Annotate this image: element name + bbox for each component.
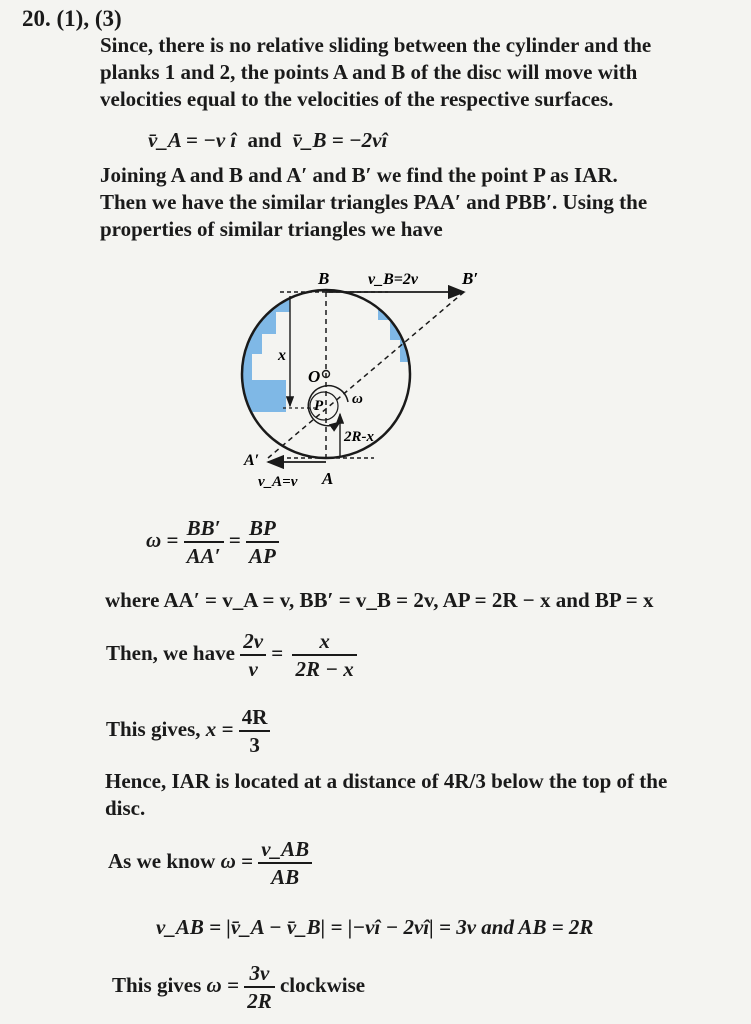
text-line: Then we have the similar triangles PAA′ and PBB′. Using the <box>100 190 648 214</box>
then-equation <box>106 628 357 682</box>
label-P: P <box>314 398 324 414</box>
fraction-denominator: 2R − x <box>295 657 354 681</box>
fraction-denominator: 2R <box>247 989 272 1013</box>
text-line: disc. <box>105 796 146 820</box>
where-definitions-line: where AA′ = v_A = v, BB′ = v_B = 2v, AP = 2R − x and BP = x <box>105 588 654 612</box>
equals-sign: = <box>228 527 241 552</box>
fraction-bp-ap <box>246 515 279 569</box>
fraction-numerator: 3v <box>244 960 275 988</box>
omega-lhs: ω = <box>146 527 179 552</box>
fraction-3v-2R <box>244 960 275 1014</box>
fraction-denominator: AP <box>249 544 276 568</box>
fraction-denominator: AA′ <box>186 544 221 568</box>
fraction-denominator: v <box>248 657 258 681</box>
rotation-direction: clockwise <box>279 972 366 997</box>
label-O: O <box>308 367 321 386</box>
fraction-numerator: 2v <box>240 628 266 656</box>
label-2R-minus-x: 2R-x <box>344 429 374 445</box>
disc-shading <box>238 292 418 412</box>
fraction-numerator: 4R <box>239 704 271 732</box>
velocity-a-equation: v̄_A = −v î <box>148 128 237 152</box>
label-A: A <box>322 469 334 488</box>
explanation-paragraph-2 <box>100 162 720 243</box>
x-lhs: x = <box>205 716 234 741</box>
text-line: velocities equal to the velocities of the respective surfaces. <box>100 87 614 111</box>
relative-velocity-line: v_AB = |v̄_A − v̄_B| = |−vî − 2vî| = 3v and AB = 2R <box>156 915 594 939</box>
fraction-denominator: AB <box>271 865 300 889</box>
answer-options: (1), (3) <box>56 6 122 31</box>
fraction-numerator: BB′ <box>184 515 224 543</box>
fraction-numerator: BP <box>246 515 279 543</box>
fraction-numerator: v_AB <box>258 836 312 864</box>
omega-lhs: ω = <box>206 972 239 997</box>
and-word: and <box>247 128 282 152</box>
label-x: x <box>278 347 286 364</box>
omega-ratio-equation <box>146 515 279 569</box>
know-prefix: As we know <box>108 848 216 873</box>
label-omega: ω <box>352 391 363 407</box>
then-prefix: Then, we have <box>106 640 235 665</box>
gives-prefix: This gives, <box>106 716 201 741</box>
question-number: 20. <box>22 6 51 31</box>
text-line: Joining A and B and A′ and B′ we find the point P as IAR. <box>100 163 618 187</box>
x-result-equation <box>106 704 270 758</box>
question-header <box>22 6 122 32</box>
label-A-prime: A′ <box>244 452 260 469</box>
label-B-prime: B′ <box>462 269 479 288</box>
gives-prefix: This gives <box>112 972 202 997</box>
text-line: Since, there is no relative sliding between the cylinder and the <box>100 33 652 57</box>
fraction-bb-aa <box>184 515 224 569</box>
fraction-4R-3 <box>239 704 271 758</box>
label-vA: v_A=v <box>258 474 298 490</box>
fraction-vab-ab <box>258 836 312 890</box>
equals-sign: = <box>271 640 284 665</box>
fraction-2v-v <box>240 628 266 682</box>
velocity-equations <box>148 128 387 153</box>
label-B: B <box>318 269 330 288</box>
omega-lhs: ω = <box>220 848 254 873</box>
fraction-x-2R-x <box>292 628 356 682</box>
disc-diagram <box>228 262 518 494</box>
hence-paragraph <box>105 768 725 822</box>
text-line: Hence, IAR is located at a distance of 4R/3 below the top of the <box>105 769 668 793</box>
angular-velocity-definition <box>108 836 312 890</box>
fraction-numerator: x <box>292 628 356 656</box>
text-line: planks 1 and 2, the points A and B of the disc will move with <box>100 60 638 84</box>
omega-result-equation <box>112 960 365 1014</box>
explanation-paragraph-1 <box>100 32 720 113</box>
fraction-denominator: 3 <box>249 733 260 757</box>
label-vB: v_B=2v <box>368 271 418 288</box>
text-line: properties of similar triangles we have <box>100 217 443 241</box>
velocity-b-equation: v̄_B = −2vî <box>292 128 388 152</box>
